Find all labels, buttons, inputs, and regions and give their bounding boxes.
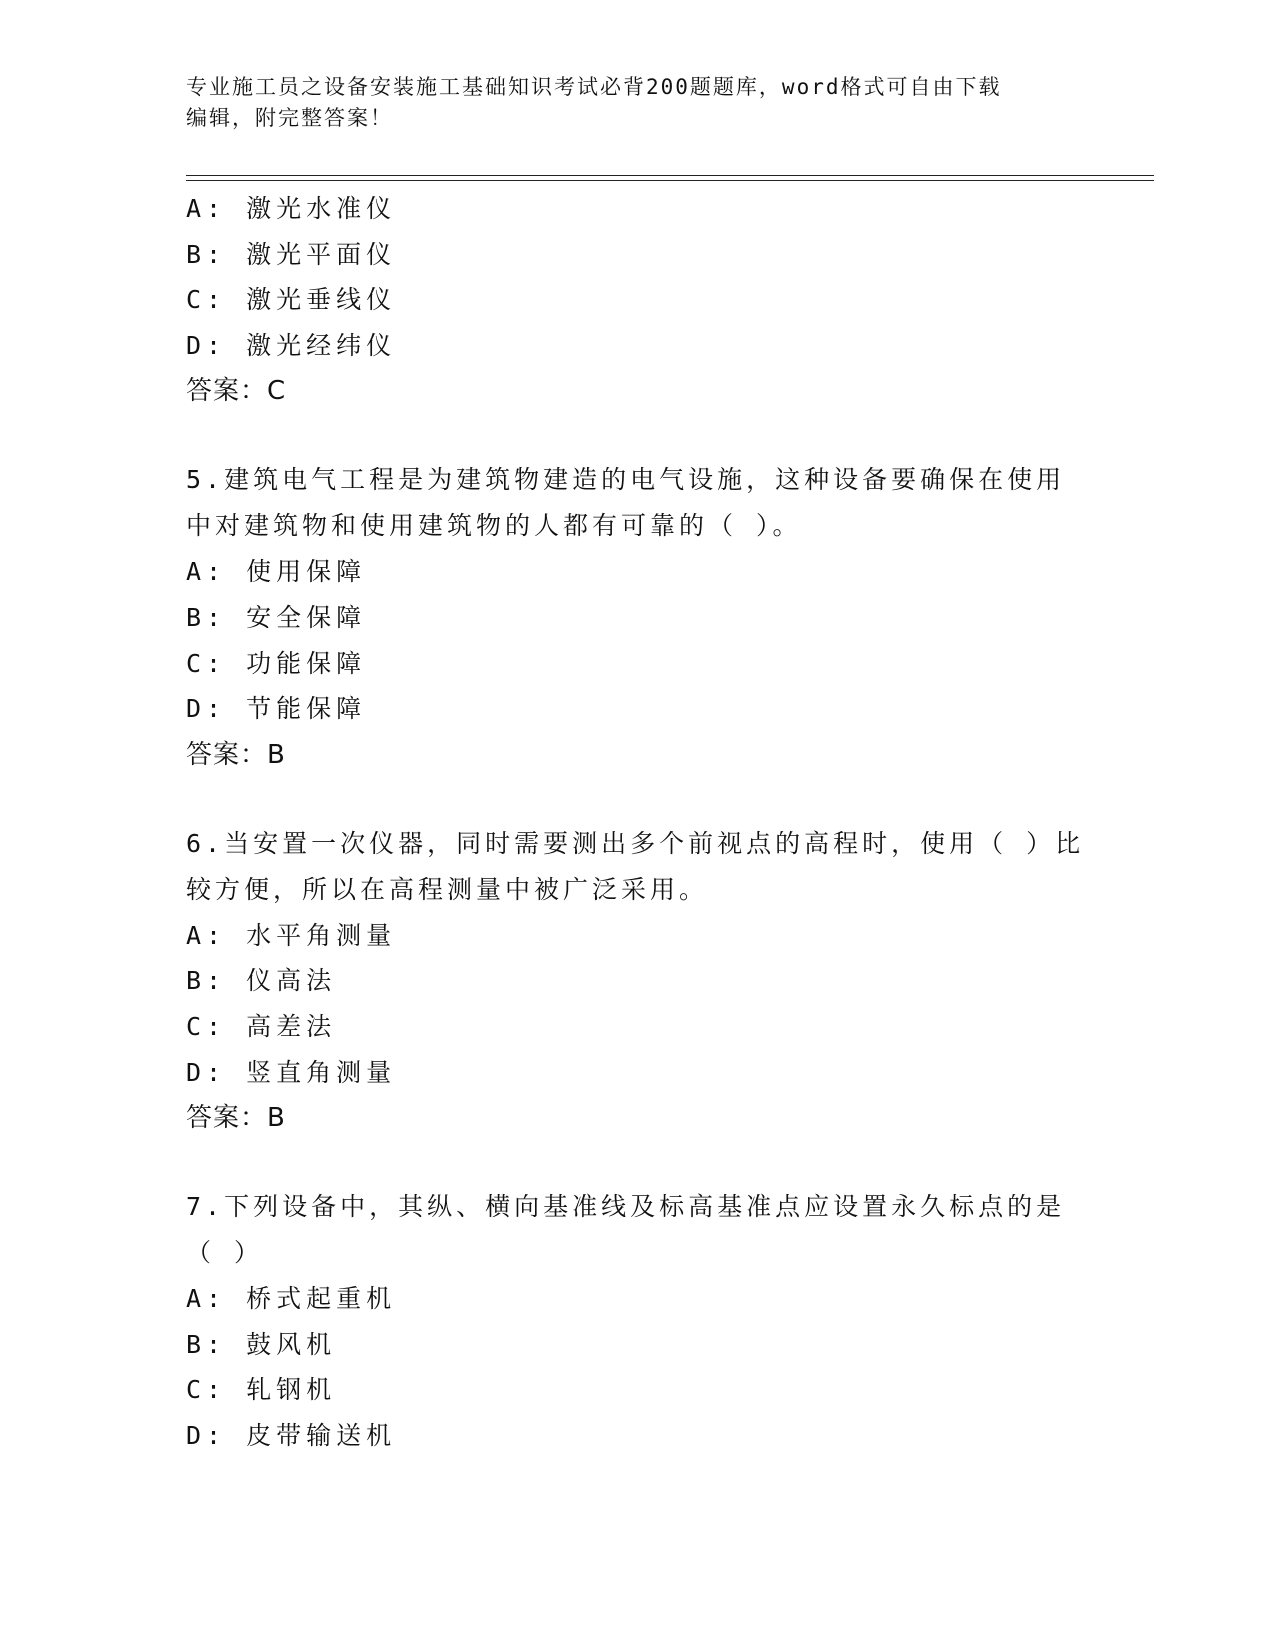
option-d: D: 节能保障 (186, 694, 367, 724)
answer: 答案：B (186, 1103, 286, 1134)
option-b: B: 激光平面仪 (186, 239, 397, 269)
option-c: C: 激光垂线仪 (186, 285, 397, 315)
question-text-line-1: 7.下列设备中，其纵、横向基准线及标高基准点应设置永久标点的是 (186, 1192, 1066, 1222)
question-text-line-2: 较方便，所以在高程测量中被广泛采用。 (186, 874, 709, 904)
question-text-line-1: 5.建筑电气工程是为建筑物建造的电气设施，这种设备要确保在使用 (186, 465, 1066, 495)
answer: 答案：C (186, 376, 287, 407)
question-text-line-2: 中对建筑物和使用建筑物的人都有可靠的（ ）。 (186, 511, 802, 541)
header-divider-top (186, 175, 1154, 176)
question-6 (186, 821, 1106, 1141)
header-line-2: 编辑，附完整答案！ (186, 106, 393, 130)
option-c: C: 轧钢机 (186, 1375, 337, 1405)
option-a: A: 水平角测量 (186, 920, 397, 950)
answer: 答案：B (186, 739, 286, 770)
option-d: D: 激光经纬仪 (186, 330, 397, 360)
option-a: A: 使用保障 (186, 557, 367, 587)
header-divider-bottom (186, 180, 1154, 181)
header-line-1: 专业施工员之设备安装施工基础知识考试必背200题题库，word格式可自由下载 (186, 75, 1002, 99)
question-4 (186, 186, 1106, 414)
option-a: A: 激光水准仪 (186, 194, 397, 223)
question-5 (186, 457, 1106, 777)
question-7 (186, 1184, 1106, 1458)
option-b: B: 仪高法 (186, 966, 337, 996)
option-c: C: 高差法 (186, 1011, 337, 1041)
option-d: D: 皮带输送机 (186, 1420, 397, 1450)
option-a: A: 桥式起重机 (186, 1284, 397, 1314)
question-text-line-1: 6.当安置一次仪器，同时需要测出多个前视点的高程时，使用（ ）比 (186, 828, 1085, 858)
option-c: C: 功能保障 (186, 648, 367, 678)
option-d: D: 竖直角测量 (186, 1057, 397, 1087)
question-text-line-2: （ ） (186, 1238, 264, 1268)
document-header (186, 72, 1086, 134)
option-b: B: 鼓风机 (186, 1329, 337, 1359)
option-b: B: 安全保障 (186, 602, 367, 632)
question-list (186, 186, 1106, 1502)
